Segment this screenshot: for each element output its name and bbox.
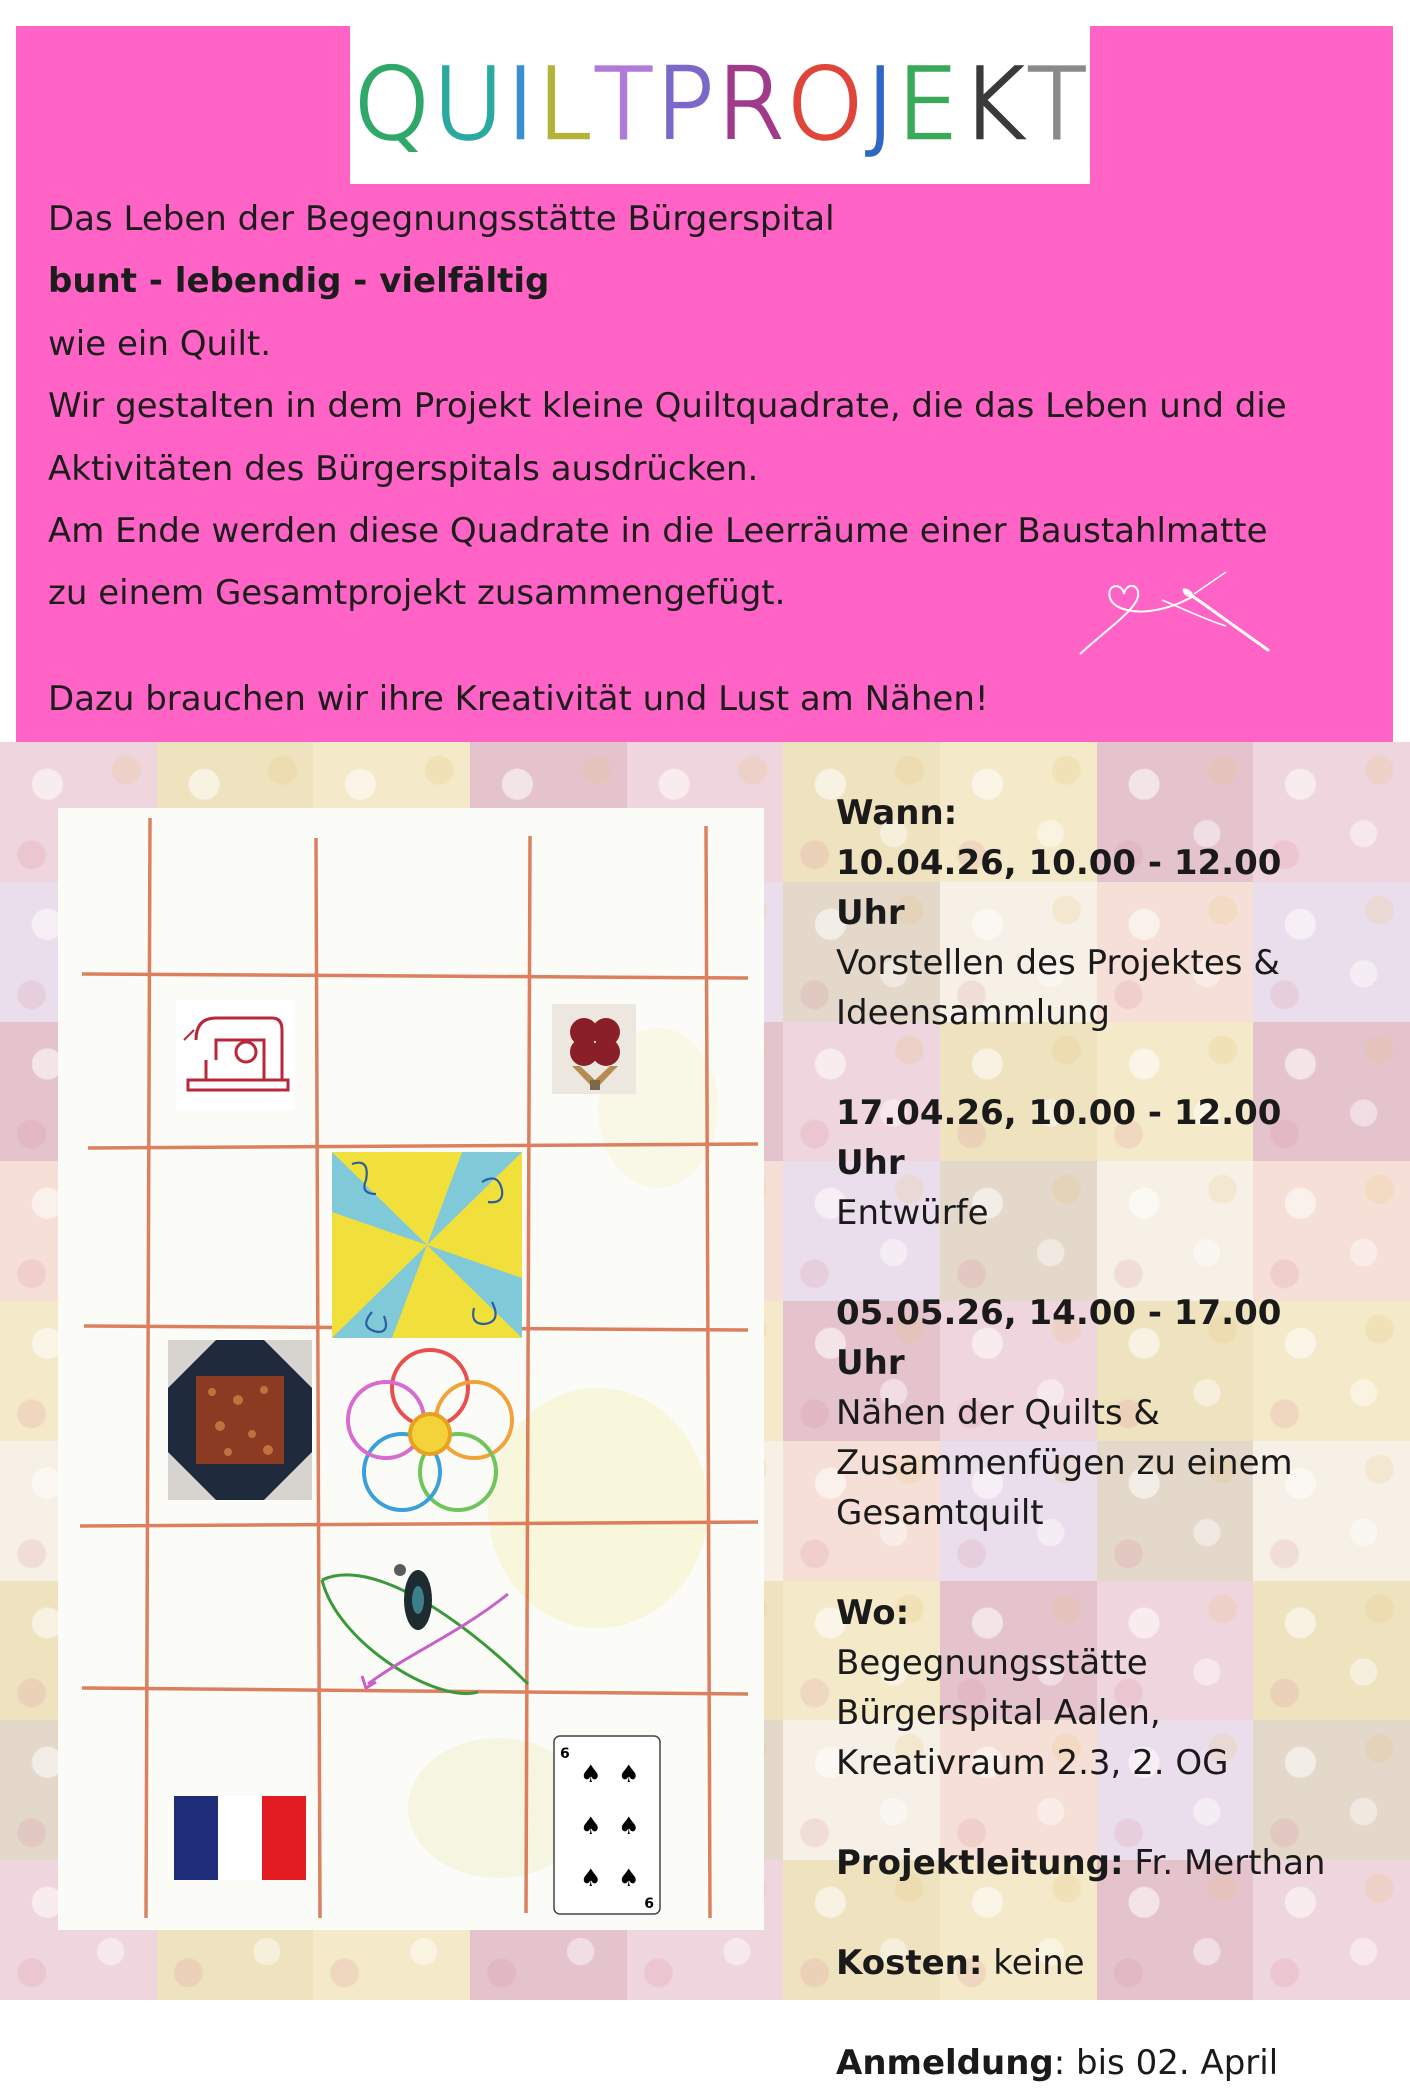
session-description: Ideensammlung: [836, 993, 1110, 1033]
title-box: [350, 26, 1090, 184]
project-lead: [836, 1838, 1356, 1888]
session-description: Zusammenfügen zu einem: [836, 1443, 1293, 1483]
rainbow-flower-icon: [348, 1350, 512, 1510]
svg-text:♠: ♠: [618, 1812, 640, 1840]
french-flag-icon: [174, 1796, 306, 1880]
intro-call-to-action: Dazu brauchen wir ihre Kreativität und Lust am Nähen!: [48, 678, 989, 719]
costs-value: keine: [982, 1943, 1085, 1983]
project-lead-label: Projektleitung:: [836, 1843, 1124, 1883]
svg-text:♠: ♠: [618, 1760, 640, 1788]
session-date: 10.04.26, 10.00 - 12.00 Uhr: [836, 843, 1282, 933]
intro-line: Wir gestalten in dem Projekt kleine Quiltquadrate, die das Leben und die: [48, 386, 1287, 427]
session-date: 17.04.26, 10.00 - 12.00 Uhr: [836, 1093, 1282, 1183]
title-letter: O: [786, 48, 864, 162]
quilt-sketch: [58, 808, 764, 1930]
title-letter: T: [1026, 48, 1087, 162]
eye-icon: [322, 1564, 528, 1694]
card-rank: 6: [644, 1896, 654, 1912]
registration-value: : bis 02. April: [1053, 2043, 1279, 2083]
wo-label: Wo:: [836, 1593, 910, 1633]
event-info: [836, 788, 1356, 2088]
session-description: Vorstellen des Projektes &: [836, 943, 1280, 983]
session-description: Gesamtquilt: [836, 1493, 1044, 1533]
playing-card-icon: [554, 1736, 660, 1914]
session-description: Nähen der Quilts &: [836, 1393, 1160, 1433]
intro-line: Aktivitäten des Bürgerspitals ausdrücken.: [48, 448, 759, 489]
title-letter: U: [432, 48, 505, 162]
title-letter: J: [865, 48, 895, 162]
square-in-square-quilt-icon: [168, 1340, 312, 1500]
costs-label: Kosten:: [836, 1943, 983, 1983]
costs: [836, 1938, 1356, 1988]
location-line: Bürgerspital Aalen,: [836, 1693, 1161, 1733]
title-letter: I: [506, 48, 535, 162]
session-date: 05.05.26, 14.00 - 17.00 Uhr: [836, 1293, 1282, 1383]
svg-text:♠: ♠: [580, 1864, 602, 1892]
location-line: Kreativraum 2.3, 2. OG: [836, 1743, 1229, 1783]
title-letter: L: [536, 48, 592, 162]
needle-thread-icon: [1076, 570, 1272, 656]
title-letter: T: [593, 48, 654, 162]
title-letter: P: [655, 48, 715, 162]
title-letter: R: [716, 48, 785, 162]
location-line: Begegnungsstätte: [836, 1643, 1148, 1683]
intro-line: zu einem Gesamtprojekt zusammengefügt.: [48, 573, 786, 614]
intro-line: Das Leben der Begegnungsstätte Bürgerspital: [48, 199, 835, 239]
svg-text:♠: ♠: [580, 1812, 602, 1840]
intro-line: Am Ende werden diese Quadrate in die Leerräume einer Baustahlmatte: [48, 511, 1268, 552]
svg-text:♠: ♠: [618, 1864, 640, 1892]
wann-label: Wann:: [836, 793, 958, 833]
session-description: Entwürfe: [836, 1193, 989, 1233]
intro-line: wie ein Quilt.: [48, 323, 272, 364]
card-rank: 6: [560, 1746, 570, 1762]
title-letter: Q: [353, 48, 431, 162]
page-title: [353, 48, 1087, 162]
flower-quilt-icon: [552, 1004, 636, 1094]
registration-label: Anmeldung: [836, 2043, 1054, 2083]
registration: [836, 2038, 1356, 2088]
svg-text:♠: ♠: [580, 1760, 602, 1788]
title-letter: K: [960, 48, 1025, 162]
title-letter: E: [896, 48, 959, 162]
project-lead-value: Fr. Merthan: [1123, 1843, 1326, 1883]
intro-tagline: bunt - lebendig - vielfältig: [48, 261, 550, 302]
sewing-machine-icon: [176, 1000, 294, 1110]
pinwheel-quilt-icon: [332, 1152, 522, 1338]
